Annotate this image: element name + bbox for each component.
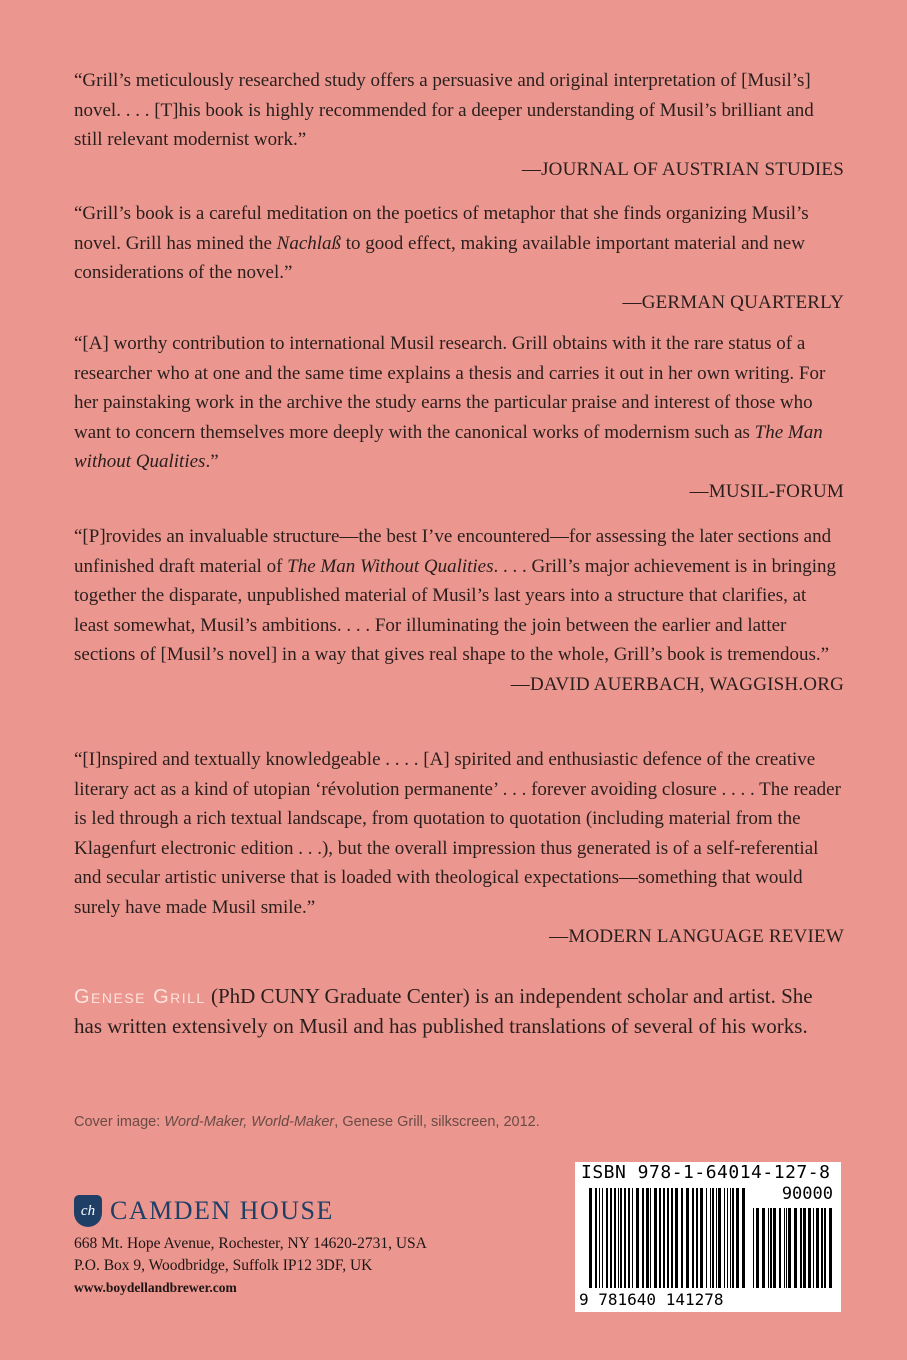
barcode-bar [692, 1188, 694, 1288]
bio-text: (PhD CUNY Graduate Center) is an independent scholar and artist. She has written extensively on Musil and has published translations of several of his works. [74, 984, 813, 1038]
barcode-bar [756, 1208, 759, 1288]
review-1 [74, 66, 844, 184]
barcode-bar [628, 1188, 630, 1288]
barcode-bar [732, 1188, 734, 1288]
barcode-bar [632, 1188, 633, 1288]
barcode-bar [736, 1188, 739, 1288]
author-bio [74, 982, 844, 1041]
barcode-bar [742, 1188, 745, 1288]
barcode-bar [663, 1188, 665, 1288]
barcode-bar [718, 1188, 721, 1288]
barcode-bar [675, 1188, 678, 1288]
review-5 [74, 745, 844, 952]
barcode-bar [788, 1208, 791, 1288]
barcode-bar [730, 1188, 731, 1288]
author-name: Genese Grill [74, 986, 206, 1008]
barcode-bar [686, 1188, 689, 1288]
barcode-bar [800, 1208, 802, 1288]
barcode-bar [646, 1188, 649, 1288]
barcode [575, 1162, 841, 1312]
review-3 [74, 329, 844, 506]
cover-credit: Cover image: Word-Maker, World-Maker, Genese Grill, silkscreen, 2012. [74, 1114, 540, 1130]
barcode-bar [724, 1188, 725, 1288]
publisher-block [74, 1195, 427, 1299]
barcode-bar [794, 1208, 797, 1288]
review-text: “Grill’s meticulously researched study offers a persuasive and original interpretation of [Musil’s] novel. . . . [T]his book is highly recommended for a deeper understanding of Musil’s brilliant and still relevant modernist work.” [74, 70, 814, 150]
barcode-bar [642, 1188, 644, 1288]
review-attribution: —MODERN LANGUAGE REVIEW [549, 926, 844, 947]
review-attribution: —GERMAN QUARTERLY [622, 291, 844, 313]
barcode-bar [636, 1188, 639, 1288]
barcode-bar [654, 1188, 657, 1288]
barcode-bar [599, 1188, 600, 1288]
barcode-bar [700, 1188, 703, 1288]
barcode-bar [768, 1208, 769, 1288]
publisher-address: 668 Mt. Hope Avenue, Rochester, NY 14620-2731, USA P.O. Box 9, Woodbridge, Suffolk IP12 3DF, UK www.boydellandbrewer.com [74, 1233, 427, 1299]
barcode-bar [706, 1188, 707, 1288]
barcode-bar [696, 1188, 698, 1288]
barcode-bar [803, 1208, 806, 1288]
publisher-website[interactable]: www.boydellandbrewer.com [74, 1280, 237, 1295]
barcode-bar [762, 1208, 765, 1288]
barcode-bar [784, 1208, 785, 1288]
barcode-bar [624, 1188, 626, 1288]
barcode-bar [681, 1188, 683, 1288]
barcode-bar [753, 1208, 754, 1288]
barcode-bar [770, 1208, 772, 1288]
barcode-bar [816, 1208, 819, 1288]
review-text: “[P]rovides an invaluable structure—the best I’ve encountered—for assessing the later sections and unfinished draft material of The Man Without Qualities. . . . Grill’s major achievement is in bringing together the disparate, unpublished material of Musil’s last years into a structure that clarifies, at least somewhat, Musil’s ambitions. . . . For illuminating the join between the earlier and latter sections of [Musil’s novel] in a way that gives real shape to the whole, Grill’s book is tremendous.” [74, 526, 836, 665]
review-4 [74, 522, 844, 699]
review-text: “Grill’s book is a careful meditation on the poetics of metaphor that she finds organizing Musil’s novel. Grill has mined the Nachlaß to good effect, making available important material and new considerations of the novel.” [74, 203, 809, 283]
publisher-name: CAMDEN HOUSE [110, 1196, 334, 1225]
review-attribution: —DAVID AUERBACH, WAGGISH.ORG [510, 673, 844, 695]
barcode-bar [821, 1208, 823, 1288]
barcode-digits: 9 781640 141278 [579, 1290, 724, 1309]
barcode-bar [813, 1208, 814, 1288]
barcode-bar [614, 1188, 616, 1288]
barcode-bar [659, 1188, 661, 1288]
review-2 [74, 199, 844, 317]
barcode-bar [712, 1188, 714, 1288]
barcode-bar [606, 1188, 608, 1288]
review-text: “[I]nspired and textually knowledgeable . . . . [A] spirited and enthusiastic defence of the creative literary act as a kind of utopian ‘révolution permanente’ . . . forever avoiding closure . . . . The reader is led through a rich textual landscape, from quotation to quotation (including material from the Klagenfurt electronic edition . . .), but the overall impression thus generated is of a self-referential and secular artistic universe that is loaded with theological expectations—something that would surely have made Musil smile.” [74, 749, 841, 918]
barcode-bar [716, 1188, 717, 1288]
barcode-bar [589, 1188, 592, 1288]
barcode-bar [773, 1208, 776, 1288]
barcode-bar [824, 1208, 826, 1288]
review-attribution: —JOURNAL OF AUSTRIAN STUDIES [521, 158, 844, 180]
barcode-bar [602, 1188, 603, 1288]
barcode-bar [595, 1188, 597, 1288]
barcode-bar [667, 1188, 669, 1288]
barcode-bar [786, 1208, 787, 1288]
barcode-bar [610, 1188, 612, 1288]
price-code: 90000 [781, 1184, 833, 1204]
isbn-label: ISBN 978-1-64014-127-8 [581, 1162, 831, 1183]
review-text: “[A] worthy contribution to international Musil research. Grill obtains with it the rare status of a researcher who at one and the same time explains a thesis and carries it out in her own writing. For her painstaking work in the archive the study earns the particular praise and interest of those who want to concern themselves more deeply with the canonical works of modernism such as The Man without Qualities.” [74, 333, 826, 472]
publisher-logo-icon: ch [74, 1195, 102, 1227]
review-attribution: —MUSIL-FORUM [689, 480, 844, 502]
barcode-bar [808, 1208, 811, 1288]
barcode-bar [710, 1188, 711, 1288]
barcode-bar [829, 1208, 832, 1288]
barcode-bar [727, 1188, 728, 1288]
barcode-bar [650, 1188, 651, 1288]
barcode-bar [779, 1208, 781, 1288]
barcode-bar [618, 1188, 619, 1288]
barcode-bar [620, 1188, 622, 1288]
barcode-bar [671, 1188, 673, 1288]
